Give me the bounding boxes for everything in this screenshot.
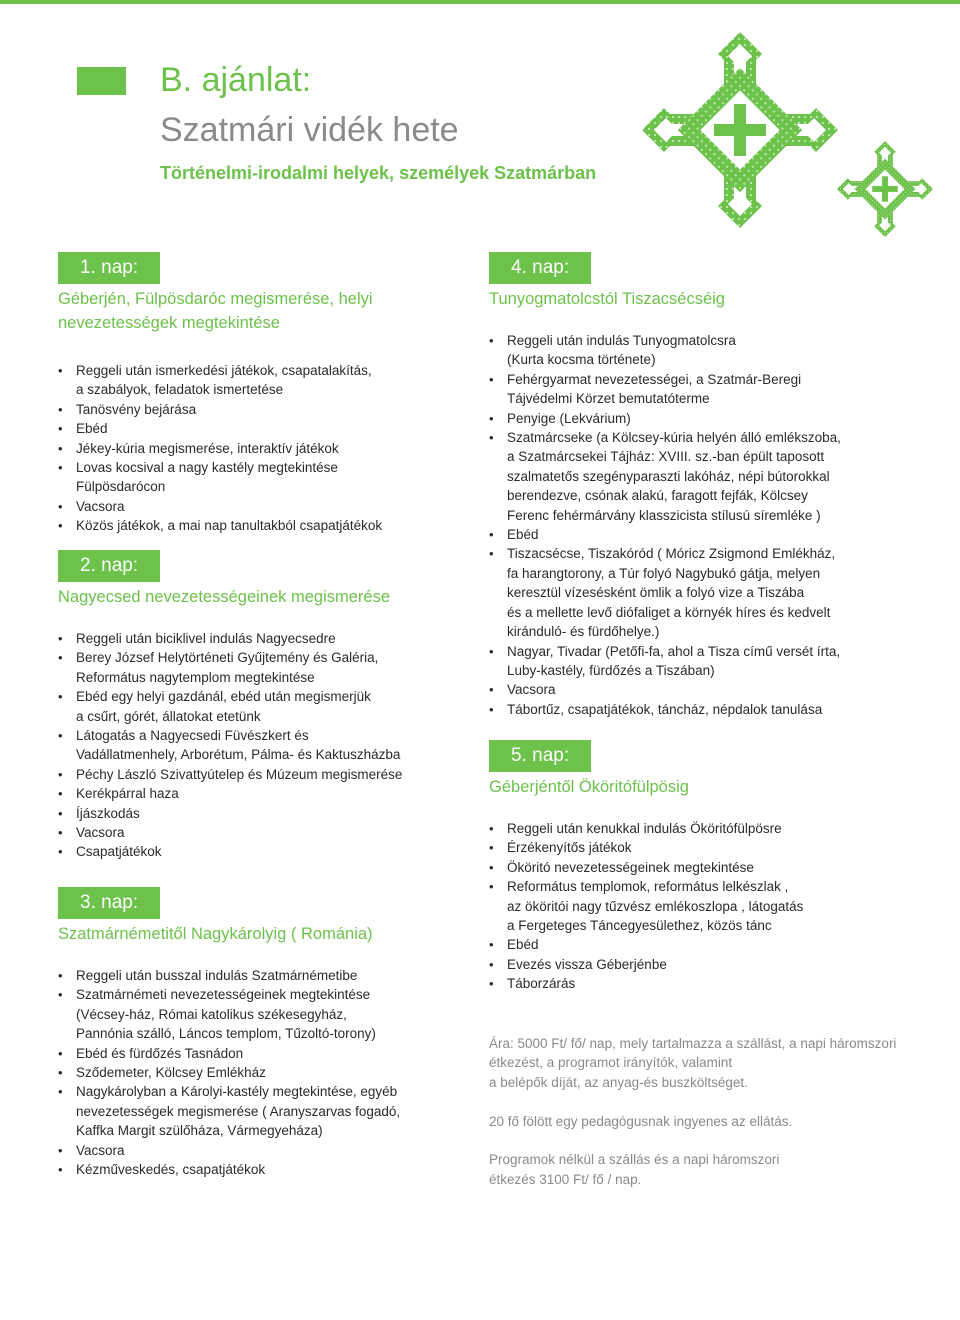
- program-item: kiránduló- és fürdőhelye.): [507, 624, 660, 640]
- program-item: • Evezés vissza Géberjénbe: [489, 955, 909, 974]
- day-1-title: Géberjén, Fülpösdaróc megismerése, helyi nevezetességek megtekintése: [58, 290, 373, 332]
- day-5-program-list: [489, 819, 909, 994]
- program-item: • Péchy László Szivattyútelep és Múzeum megismerése: [58, 765, 458, 784]
- program-item: Vadállatmenhely, Arborétum, Pálma- és Kaktuszházba: [76, 747, 401, 763]
- program-item: • Reggeli után kenukkal indulás Ököritófülpösre: [489, 819, 909, 838]
- price-text-line: Ára: 5000 Ft/ fő/ nap, mely tartalmazza a szállást, a napi háromszori: [489, 1036, 897, 1051]
- program-item: • Kézműveskedés, csapatjátékok: [58, 1160, 458, 1179]
- day-1-program-list: [58, 361, 458, 536]
- program-item: • Ebéd: [489, 525, 909, 544]
- program-item: a Szatmárcsekei Tájház: XVIII. sz.-ban épült taposott: [507, 449, 825, 465]
- program-item: • Vacsora: [58, 823, 458, 842]
- program-item: • Kerékpárral haza: [58, 784, 458, 803]
- program-item: Református nagytemplom megtekintése: [76, 669, 315, 685]
- program-item: • Nagykárolyban a Károlyi-kastély megtekintése, egyéb: [58, 1082, 458, 1101]
- program-item: Fülpösdarócon: [76, 479, 166, 495]
- day-5-section: [489, 740, 909, 994]
- program-item: a Fergeteges Táncegyesülethez, közös tánc: [507, 918, 772, 934]
- program-item: Ferenc fehérmárvány klasszicista stílusú síremléke ): [507, 507, 821, 523]
- day-4-program-list: [489, 331, 909, 719]
- program-item: az ököritói nagy tűzvész emlékoszlopa , látogatás: [507, 898, 804, 914]
- program-item: • Jékey-kúria megismerése, interaktív játékok: [58, 439, 458, 458]
- day-1-label: 1. nap:: [58, 252, 160, 284]
- day-5-title: Géberjéntől Ököritófülpösig: [489, 778, 689, 796]
- program-item: Luby-kastély, fürdőzés a Tiszában): [507, 662, 715, 678]
- program-item: • Lovas kocsival a nagy kastély megtekintése: [58, 458, 458, 477]
- program-item: • Tábortűz, csapatjátékok, táncház, népdalok tanulása: [489, 700, 909, 719]
- program-item: • Vacsora: [58, 1141, 458, 1160]
- program-item: keresztül vízesésként ömlik a folyó vize a Tiszába: [507, 585, 805, 601]
- day-4-section: [489, 252, 909, 719]
- program-item: (Vécsey-ház, Római katolikus székesegyház,: [76, 1006, 347, 1022]
- program-item: Pannónia szálló, Láncos templom, Tűzoltó-torony): [76, 1026, 376, 1042]
- program-item: • Református templomok, református lelkészlak ,: [489, 877, 909, 896]
- accommodation-only-price: étkezés 3100 Ft/ fő / nap.: [489, 1171, 642, 1187]
- program-item: Tájvédelmi Körzet bemutatóterme: [507, 391, 710, 407]
- price-info: [489, 1034, 909, 1189]
- day-4-label: 4. nap:: [489, 252, 591, 284]
- program-item: fa harangtorony, a Túr folyó Nagybukó gátja, melyen: [507, 565, 821, 581]
- program-item: • Csapatjátékok: [58, 842, 458, 861]
- day-2-title: Nagyecsed nevezetességeinek megismerése: [58, 588, 391, 606]
- program-item: • Vacsora: [489, 680, 909, 699]
- program-item: • Fehérgyarmat nevezetességei, a Szatmár-Beregi: [489, 370, 909, 389]
- day-2-section: [58, 550, 458, 862]
- program-item: • Berey József Helytörténeti Gyűjtemény és Galéria,: [58, 648, 458, 667]
- program-item: • Érzékenyítős játékok: [489, 838, 909, 857]
- program-item: • Szatmárnémeti nevezetességeinek megtekintése: [58, 985, 458, 1004]
- program-item: • Szatmárcseke (a Kölcsey-kúria helyén álló emlékszoba,: [489, 428, 909, 447]
- price-text-line: a belépők díját, az anyag-és buszköltséget.: [489, 1074, 748, 1090]
- program-item: a csűrt, górét, állatokat etetünk: [76, 708, 261, 724]
- program-item: • Vacsora: [58, 497, 458, 516]
- program-item: • Ebéd és fürdőzés Tasnádon: [58, 1044, 458, 1063]
- program-item: • Tanösvény bejárása: [58, 400, 458, 419]
- program-item: • Látogatás a Nagyecsedi Füvészkert és: [58, 726, 458, 745]
- page-subtitle: Történelmi-irodalmi helyek, személyek Szatmárban: [160, 163, 597, 183]
- cross-stitch-ornament-small-icon: [836, 140, 934, 238]
- program-item: • Táborzárás: [489, 974, 909, 993]
- program-item: • Ebéd: [489, 935, 909, 954]
- day-3-title: Szatmárnémetitől Nagykárolyig ( Románia): [58, 925, 373, 943]
- teacher-free-note: 20 fő fölött egy pedagógusnak ingyenes az ellátás.: [489, 1113, 793, 1129]
- program-item: a szabályok, feladatok ismertetése: [76, 382, 284, 398]
- program-item: • Sződemeter, Kölcsey Emlékház: [58, 1063, 458, 1082]
- program-item: • Ebéd egy helyi gazdánál, ebéd után megismerjük: [58, 687, 458, 706]
- program-item: • Tiszacsécse, Tiszakóród ( Móricz Zsigmond Emlékház,: [489, 544, 909, 563]
- program-item: • Penyige (Lekvárium): [489, 409, 909, 428]
- day-3-program-list: [58, 966, 458, 1179]
- page-title: B. ajánlat:: [160, 61, 312, 99]
- program-item: és a mellette levő diófaliget a környék híres és kedvelt: [507, 604, 831, 620]
- day-5-label: 5. nap:: [489, 740, 591, 772]
- program-item: • Reggeli után ismerkedési játékok, csapatalakítás,: [58, 361, 458, 380]
- program-item: Kaffka Margit szülőháza, Vármegyeháza): [76, 1123, 323, 1139]
- cross-stitch-ornament-icon: [640, 30, 840, 230]
- program-item: • Ököritó nevezetességeinek megtekintése: [489, 858, 909, 877]
- day-2-program-list: [58, 629, 458, 862]
- page-title-secondary: Szatmári vidék hete: [160, 111, 459, 149]
- accommodation-only-price: Programok nélkül a szállás és a napi háromszori: [489, 1152, 780, 1168]
- price-text-line: étkezést, a programot irányítók, valamint: [489, 1055, 733, 1071]
- day-4-title: Tunyogmatolcstól Tiszacsécséig: [489, 290, 725, 308]
- program-item: (Kurta kocsma története): [507, 352, 656, 368]
- day-3-label: 3. nap:: [58, 887, 160, 919]
- program-item: • Ebéd: [58, 419, 458, 438]
- program-item: szalmatetős szegényparaszti lakóház, népi bútorokkal: [507, 468, 830, 484]
- program-item: • Reggeli után indulás Tunyogmatolcsra: [489, 331, 909, 350]
- program-item: • Közös játékok, a mai nap tanultakból csapatjátékok: [58, 516, 458, 535]
- program-item: • Íjászkodás: [58, 804, 458, 823]
- day-2-label: 2. nap:: [58, 550, 160, 582]
- program-item: • Nagyar, Tivadar (Petőfi-fa, ahol a Tisza című versét írta,: [489, 642, 909, 661]
- title-accent-block: [77, 67, 126, 95]
- program-item: • Reggeli után biciklivel indulás Nagyecsedre: [58, 629, 458, 648]
- day-1-section: [58, 252, 458, 536]
- program-item: berendezve, csónak alakú, faragott fejfák, Kölcsey: [507, 488, 808, 504]
- top-accent-bar: [0, 0, 960, 4]
- day-3-section: [58, 887, 458, 1179]
- program-item: nevezetességek megismerése ( Aranyszarvas fogadó,: [76, 1103, 401, 1119]
- program-item: • Reggeli után busszal indulás Szatmárnémetibe: [58, 966, 458, 985]
